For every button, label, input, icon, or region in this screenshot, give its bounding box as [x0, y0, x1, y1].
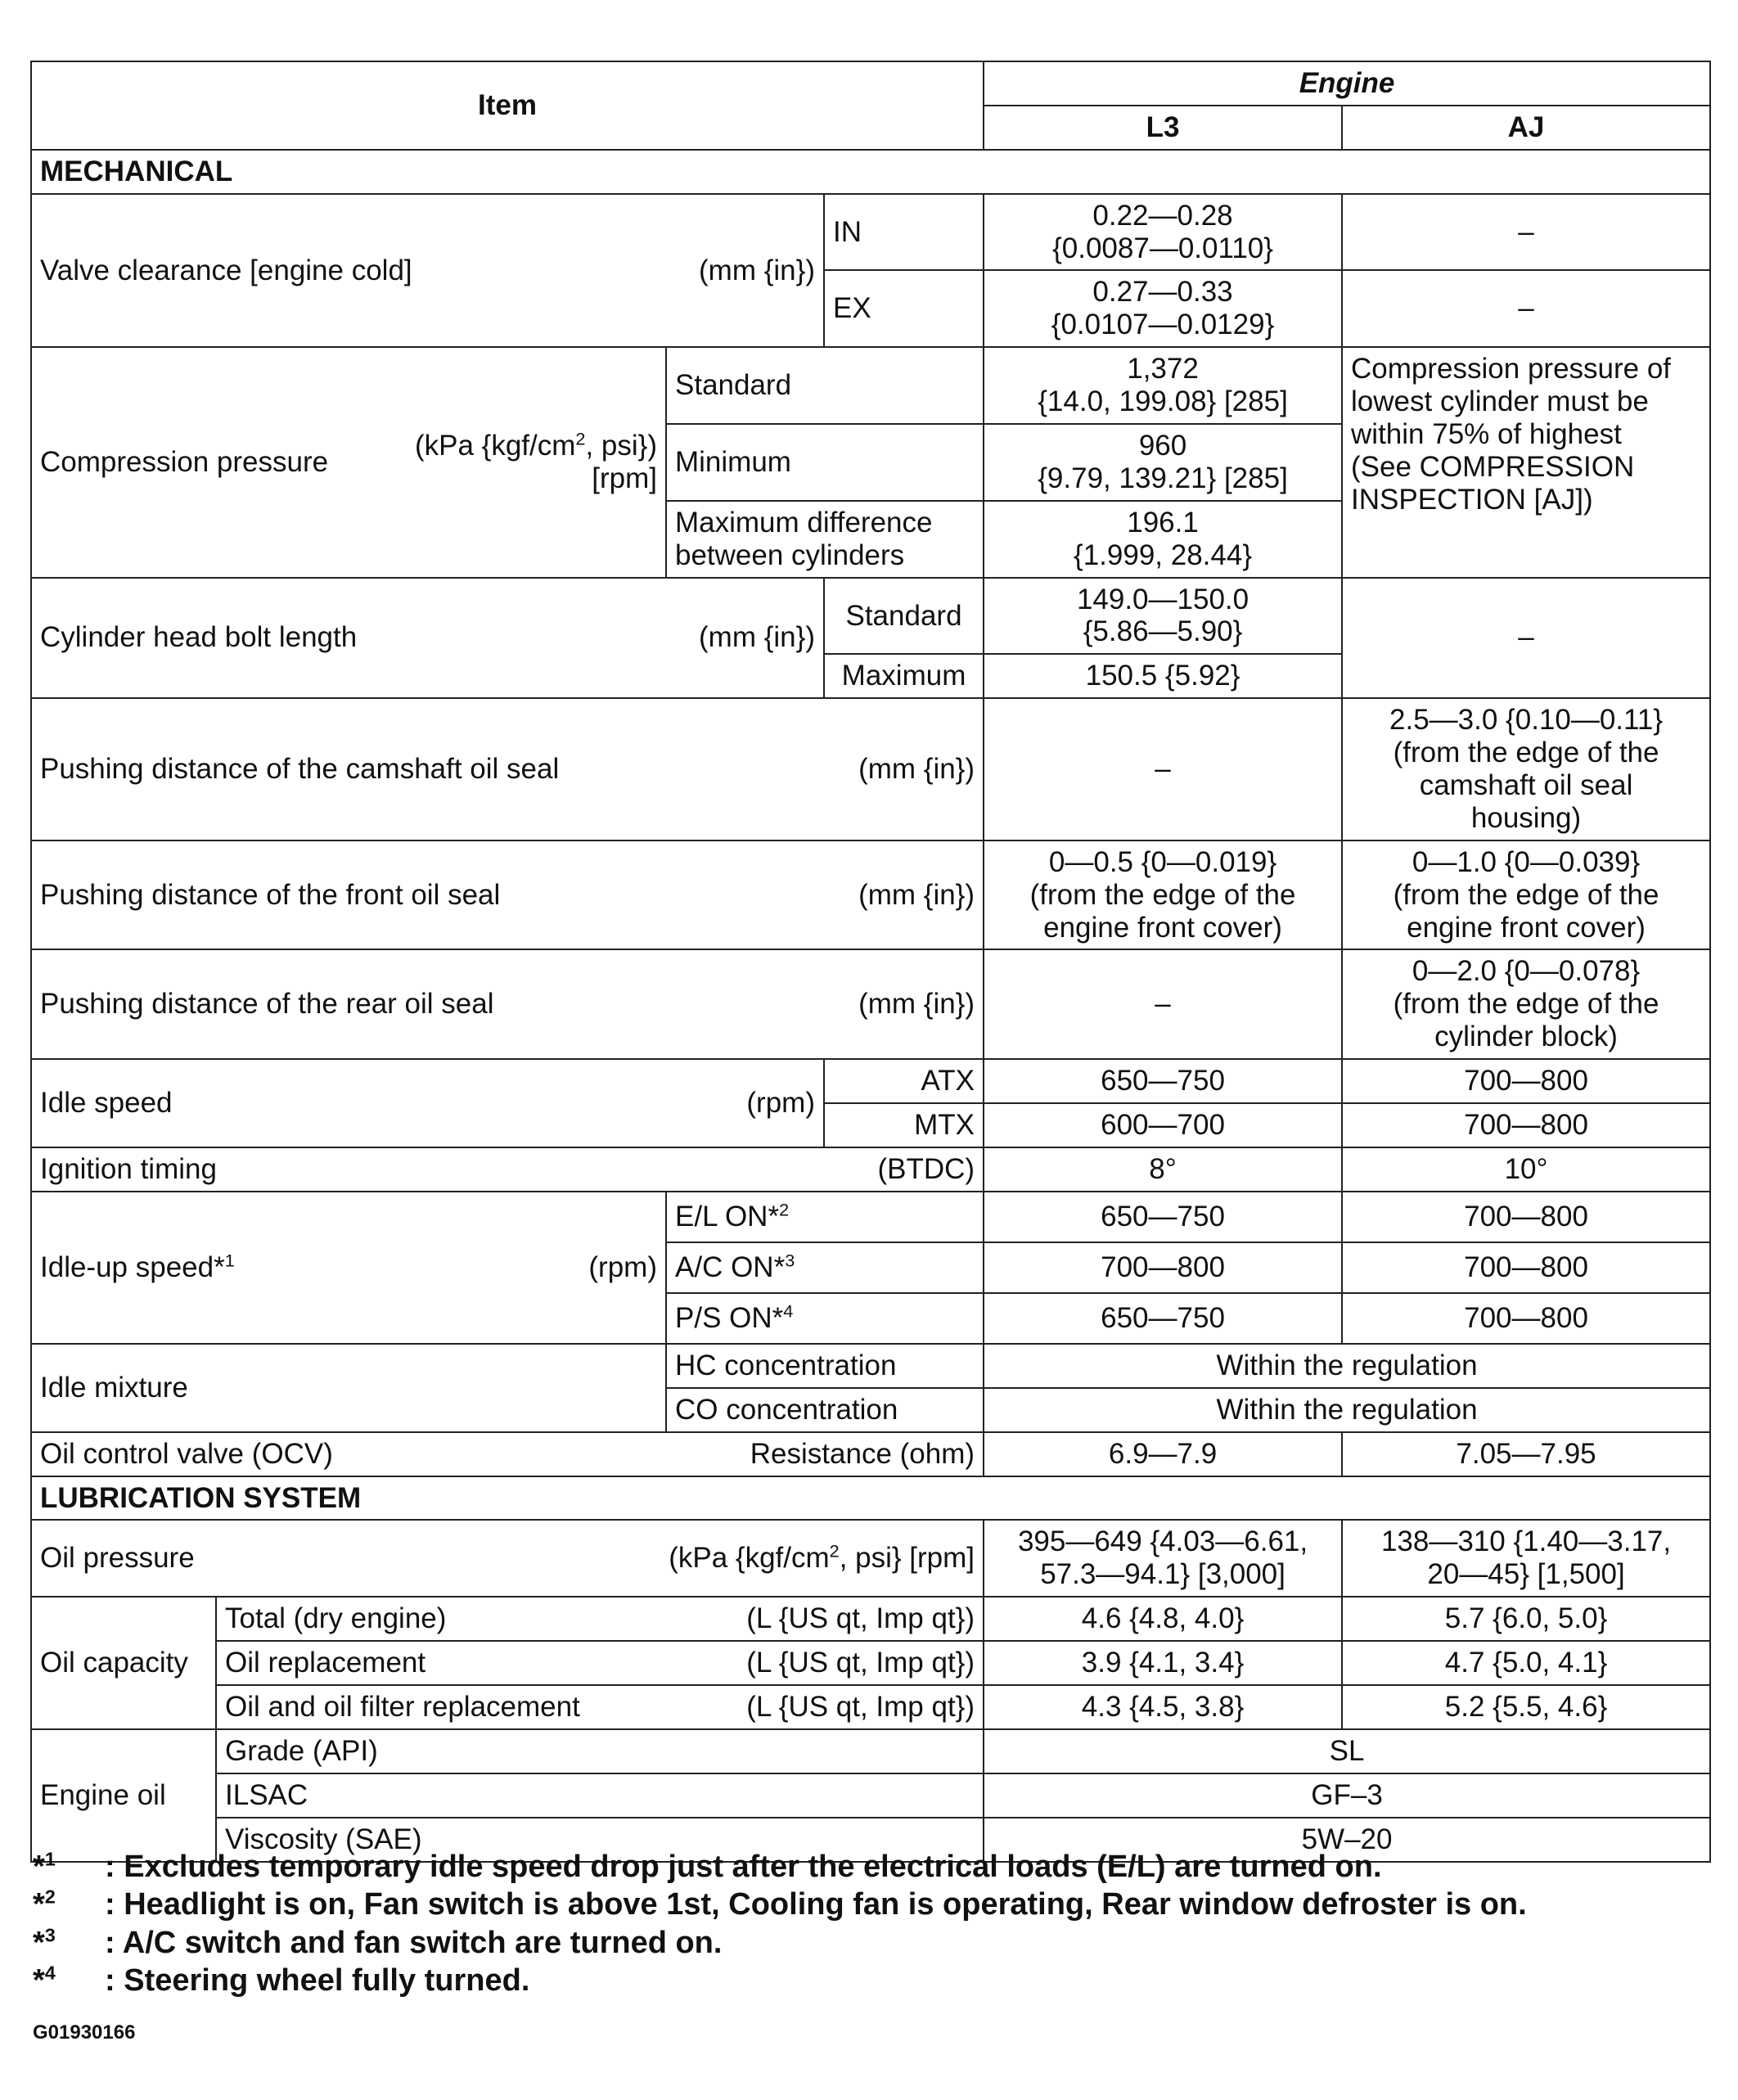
idle-speed-mtx-aj: 700—800 — [1342, 1103, 1710, 1147]
valve-ex-label: EX — [824, 270, 984, 347]
oil-pressure-row — [31, 1520, 1710, 1597]
head-bolt-standard-row — [31, 578, 1710, 655]
idle-up-label-cell — [31, 1192, 666, 1344]
idle-up-el-row — [31, 1192, 1710, 1242]
header-row — [31, 61, 1710, 106]
footnote: *$^4$ : Steering wheel fully turned. — [33, 1962, 530, 1999]
engine-oil-value: 5W–20 — [984, 1818, 1710, 1862]
valve-ex-l3: 0.27—0.33 {0.0107—0.0129} — [984, 270, 1342, 347]
oil-capacity-aj: 5.7 {6.0, 5.0} — [1342, 1597, 1710, 1641]
idle-up-el-aj: 700—800 — [1342, 1192, 1710, 1242]
section-mechanical: MECHANICAL — [31, 150, 1710, 194]
valve-in-aj: – — [1342, 194, 1710, 271]
idle-mixture-hc-value: Within the regulation — [984, 1344, 1710, 1388]
oil-capacity-item: Oil replacement (L {US qt, Imp qt}) — [216, 1641, 984, 1685]
camshaft-seal-row — [31, 698, 1710, 840]
oil-pressure-aj: 138—310 {1.40—3.17, 20—45} [1,500] — [1342, 1520, 1710, 1597]
idle-speed-atx-l3: 650—750 — [984, 1059, 1342, 1103]
compression-difference-l3: 196.1 {1.999, 28.44} — [984, 501, 1342, 578]
head-bolt-label-cell — [31, 578, 824, 699]
footnotes — [33, 1848, 1527, 1999]
engine-oil-value: SL — [984, 1729, 1710, 1773]
idle-up-ps-aj: 700—800 — [1342, 1293, 1710, 1344]
idle-speed-mtx-l3: 600—700 — [984, 1103, 1342, 1147]
compression-label: Compression pressure — [40, 445, 329, 478]
camshaft-seal-aj: 2.5—3.0 {0.10—0.11} (from the edge of the camshaft oil seal housing) — [1342, 698, 1710, 840]
idle-speed-label-cell — [31, 1059, 824, 1147]
idle-up-ps-l3: 650—750 — [984, 1293, 1342, 1344]
compression-aj-note: Compression pressure of lowest cylinder must be within 75% of highest (See COMPRESSION INSPECTION [AJ]) — [1342, 347, 1710, 577]
oil-pressure-unit: (kPa {$kgf/cm^2$, psi} [rpm] — [669, 1540, 975, 1575]
engine-oil-row — [31, 1773, 1710, 1818]
oil-capacity-item: Oil and oil filter replacement (L {US qt, Imp qt}) — [216, 1685, 984, 1729]
front-seal-row — [31, 840, 1710, 950]
footnote: *$^1$ : Excludes temporary idle speed drop just after the electrical loads (E/L) are turned on. — [33, 1848, 1382, 1884]
oil-capacity-row — [31, 1641, 1710, 1685]
document-id: G01930166 — [33, 2021, 136, 2044]
footnote: *$^2$ : Headlight is on, Fan switch is above 1st, Cooling fan is operating, Rear window defroster is on. — [33, 1886, 1527, 1922]
front-seal-unit: (mm {in}) — [858, 878, 975, 911]
idle-speed-atx-label: ATX — [824, 1059, 984, 1103]
engine-oil-row — [31, 1729, 1710, 1773]
idle-mixture-co-label: CO concentration — [666, 1388, 984, 1432]
idle-mixture-label: Idle mixture — [31, 1344, 666, 1432]
front-seal-label-cell — [31, 840, 984, 950]
engine-oil-item: ILSAC — [216, 1773, 984, 1818]
oil-capacity-label: Oil capacity — [31, 1597, 216, 1729]
idle-up-label: Idle-up speed*$^1$ — [40, 1250, 235, 1283]
rear-seal-aj: 0—2.0 {0—0.078} (from the edge of the cylinder block) — [1342, 949, 1710, 1059]
head-bolt-label: Cylinder head bolt length — [40, 621, 358, 654]
oil-capacity-row — [31, 1685, 1710, 1729]
valve-clearance-unit: (mm {in}) — [699, 254, 815, 286]
oil-capacity-l3: 4.6 {4.8, 4.0} — [984, 1597, 1342, 1641]
idle-up-ac-label: A/C ON*$^3$ — [666, 1242, 984, 1293]
ocv-unit: Resistance (ohm) — [750, 1437, 975, 1470]
front-seal-aj: 0—1.0 {0—0.039} (from the edge of the engine front cover) — [1342, 840, 1710, 950]
rear-seal-unit: (mm {in}) — [858, 988, 975, 1021]
ignition-label: Ignition timing — [40, 1152, 217, 1185]
compression-minimum-l3: 960 {9.79, 139.21} [285] — [984, 424, 1342, 501]
ocv-aj: 7.05—7.95 — [1342, 1432, 1710, 1476]
idle-mixture-co-value: Within the regulation — [984, 1388, 1710, 1432]
oil-capacity-row — [31, 1597, 1710, 1641]
ignition-label-cell — [31, 1147, 984, 1192]
rear-seal-l3: – — [984, 949, 1342, 1059]
engine-oil-item: Viscosity (SAE) — [216, 1818, 984, 1862]
ocv-label: Oil control valve (OCV) — [40, 1437, 333, 1470]
idle-speed-atx-row — [31, 1059, 1710, 1103]
head-bolt-unit: (mm {in}) — [699, 621, 815, 654]
header-l3: L3 — [984, 106, 1342, 150]
compression-standard-label: Standard — [666, 347, 984, 424]
oil-pressure-l3: 395—649 {4.03—6.61, 57.3—94.1} [3,000] — [984, 1520, 1342, 1597]
oil-capacity-l3: 3.9 {4.1, 3.4} — [984, 1641, 1342, 1685]
head-bolt-standard-label: Standard — [824, 578, 984, 655]
head-bolt-aj: – — [1342, 578, 1710, 699]
rear-seal-label: Pushing distance of the rear oil seal — [40, 988, 494, 1021]
valve-in-l3: 0.22—0.28 {0.0087—0.0110} — [984, 194, 1342, 271]
header-engine: Engine — [984, 61, 1710, 106]
head-bolt-maximum-label: Maximum — [824, 654, 984, 698]
ocv-l3: 6.9—7.9 — [984, 1432, 1342, 1476]
idle-up-ps-label: P/S ON*$^4$ — [666, 1293, 984, 1344]
spec-table — [30, 61, 1711, 1863]
compression-standard-row — [31, 347, 1710, 424]
rear-seal-row — [31, 949, 1710, 1059]
compression-minimum-label: Minimum — [666, 424, 984, 501]
ocv-row — [31, 1432, 1710, 1476]
footnote: *$^3$ : A/C switch and fan switch are turned on. — [33, 1924, 723, 1960]
front-seal-label: Pushing distance of the front oil seal — [40, 878, 501, 911]
valve-clearance-in-row — [31, 194, 1710, 271]
idle-up-unit: (rpm) — [588, 1251, 657, 1283]
compression-unit: (kPa {$kgf/cm^2$, psi}) [rpm] — [414, 428, 657, 494]
section-row — [31, 150, 1710, 194]
head-bolt-standard-l3: 149.0—150.0 {5.86—5.90} — [984, 578, 1342, 655]
idle-up-ac-l3: 700—800 — [984, 1242, 1342, 1293]
compression-standard-l3: 1,372 {14.0, 199.08} [285] — [984, 347, 1342, 424]
idle-speed-unit: (rpm) — [746, 1087, 815, 1120]
engine-oil-label: Engine oil — [31, 1729, 216, 1862]
head-bolt-maximum-l3: 150.5 {5.92} — [984, 654, 1342, 698]
idle-speed-atx-aj: 700—800 — [1342, 1059, 1710, 1103]
header-aj: AJ — [1342, 106, 1710, 150]
engine-oil-item: Grade (API) — [216, 1729, 984, 1773]
idle-up-el-label: E/L ON*$^2$ — [666, 1192, 984, 1242]
rear-seal-label-cell — [31, 949, 984, 1059]
valve-clearance-label-cell — [31, 194, 824, 348]
camshaft-seal-l3: – — [984, 698, 1342, 840]
engine-oil-value: GF–3 — [984, 1773, 1710, 1818]
oil-capacity-item: Total (dry engine) (L {US qt, Imp qt}) — [216, 1597, 984, 1641]
compression-label-cell — [31, 347, 666, 577]
oil-pressure-label: Oil pressure — [40, 1542, 195, 1575]
ignition-l3: 8° — [984, 1147, 1342, 1192]
camshaft-seal-unit: (mm {in}) — [858, 753, 975, 786]
oil-capacity-aj: 5.2 {5.5, 4.6} — [1342, 1685, 1710, 1729]
ignition-unit: (BTDC) — [877, 1152, 975, 1185]
valve-ex-aj: – — [1342, 270, 1710, 347]
front-seal-l3: 0—0.5 {0—0.019} (from the edge of the engine front cover) — [984, 840, 1342, 950]
compression-difference-label: Maximum difference between cylinders — [666, 501, 984, 578]
idle-up-ac-aj: 700—800 — [1342, 1242, 1710, 1293]
ignition-aj: 10° — [1342, 1147, 1710, 1192]
valve-clearance-label: Valve clearance [engine cold] — [40, 254, 412, 286]
oil-pressure-label-cell — [31, 1520, 984, 1597]
section-row — [31, 1476, 1710, 1521]
section-lubrication: LUBRICATION SYSTEM — [31, 1476, 1710, 1521]
ignition-row — [31, 1147, 1710, 1192]
valve-in-label: IN — [824, 194, 984, 271]
idle-mixture-hc-label: HC concentration — [666, 1344, 984, 1388]
idle-up-el-l3: 650—750 — [984, 1192, 1342, 1242]
camshaft-seal-label: Pushing distance of the camshaft oil seal — [40, 753, 560, 786]
idle-speed-label: Idle speed — [40, 1087, 173, 1120]
header-item: Item — [31, 61, 984, 150]
camshaft-seal-label-cell — [31, 698, 984, 840]
ocv-label-cell — [31, 1432, 984, 1476]
idle-speed-mtx-label: MTX — [824, 1103, 984, 1147]
oil-capacity-aj: 4.7 {5.0, 4.1} — [1342, 1641, 1710, 1685]
idle-mixture-hc-row — [31, 1344, 1710, 1388]
oil-capacity-l3: 4.3 {4.5, 3.8} — [984, 1685, 1342, 1729]
